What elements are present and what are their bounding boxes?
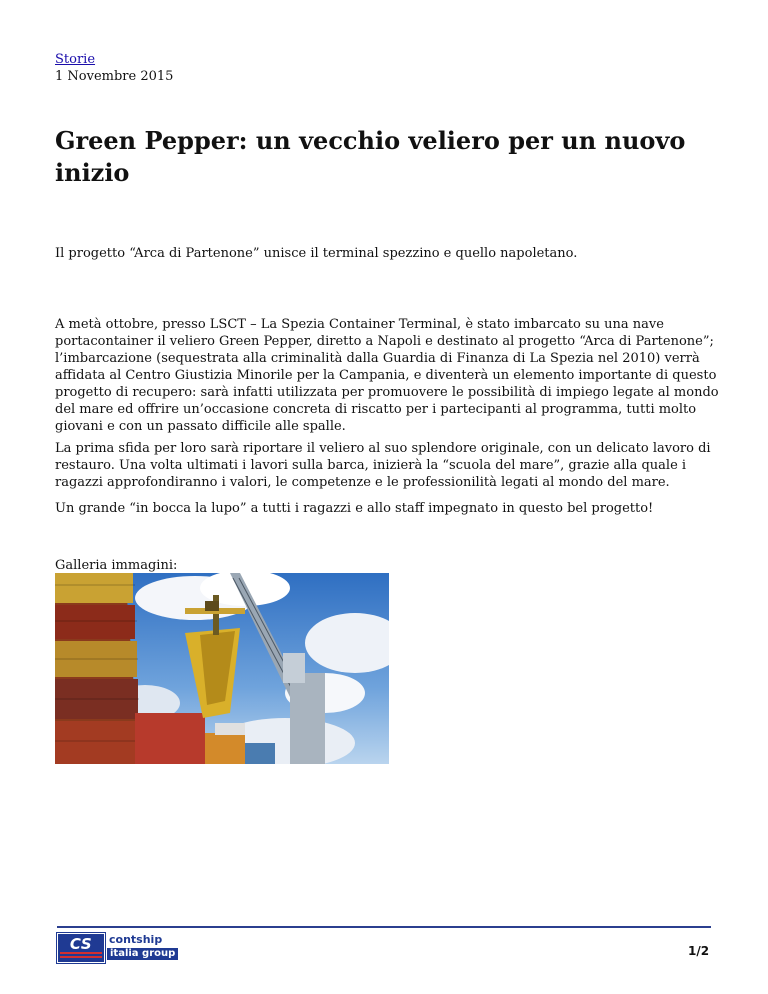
article-title: Green Pepper: un vecchio veliero per un nuovo inizio xyxy=(55,126,686,187)
page-number: 1/2 xyxy=(688,944,710,958)
publish-date: 1 Novembre 2015 xyxy=(55,69,174,84)
footer-divider xyxy=(57,926,711,928)
cs-logo-mark xyxy=(57,933,105,963)
logo-group: italia group xyxy=(107,948,178,960)
gallery-photo-sailboat-crane[interactable] xyxy=(55,573,389,764)
gallery-label: Galleria immagini: xyxy=(55,558,178,573)
article-paragraph: A metà ottobre, presso LSCT – La Spezia Container Terminal, è stato imbarcato su una nave portacontainer il veliero Green Pepper, diretto a Napoli e destinato al progetto “Arca di Partenone”; l’imbarcazione (sequestrata alla criminalità dalla Guardia di Finanza di La Spezia nel 2010) verrà affidata al Centro Giustizia Minorile per la Campania, e diventerà un elemento importante di questo progetto di recupero: sarà infatti utilizzata per promuovere le possibilità di impiego legate al mondo del mare ed offrire un’occasione concreta di riscatto per i partecipanti al programma, tutti molto giovani e con un passato difficile alle spalle. xyxy=(55,317,719,434)
logo-letters: CS xyxy=(69,935,93,953)
logo-name: contship xyxy=(109,933,163,946)
category-link[interactable]: Storie xyxy=(55,52,96,67)
article-lead: Il progetto “Arca di Partenone” unisce il terminal spezzino e quello napoletano. xyxy=(55,246,578,261)
contship-logo xyxy=(57,933,187,963)
article-paragraph: La prima sfida per loro sarà riportare il veliero al suo splendore originale, con un delicato lavoro di restauro. Una volta ultimati i lavori sulla barca, inizierà la “scuola del mare”, grazie alla quale i ragazzi approfondiranno i valori, le competenze e le professionilità legati al mondo del mare. xyxy=(55,441,711,490)
article-paragraph: Un grande “in bocca la lupo” a tutti i ragazzi e allo staff impegnato in questo bel progetto! xyxy=(55,501,654,516)
